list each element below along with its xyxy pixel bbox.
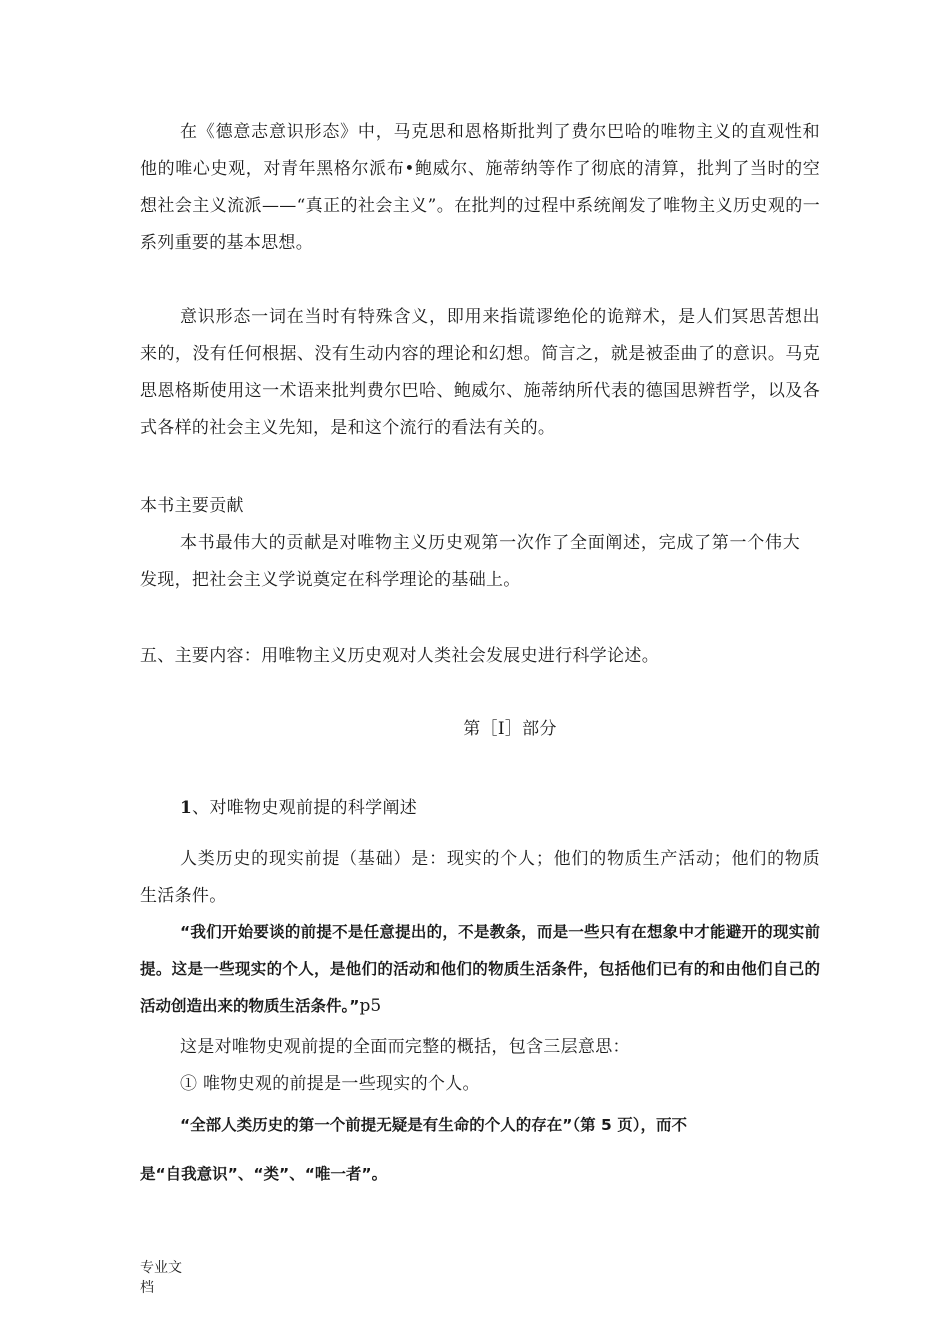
quote-first-premise-line1: “全部人类历史的第一个前提无疑是有生命的个人的存在”（第 5 页），而不: [180, 1116, 687, 1134]
contribution-text: 本书最伟大的贡献是对唯物主义历史观第一次作了全面阐述，完成了第一个伟大发现，把社会主义学说奠定在科学理论的基础上。: [140, 533, 800, 590]
quote-premise: [140, 914, 820, 1025]
paragraph-ideology-meaning: 意识形态一词在当时有特殊含义，即用来指谎谬绝伦的诡辩术，是人们冥思苦想出来的，没有任何根据、没有生动内容的理论和幻想。简言之，就是被歪曲了的意识。马克思恩格斯使用这一术语来批判费尔巴哈、鲍威尔、施蒂纳所代表的德国思辨哲学，以及各式各样的社会主义先知，是和这个流行的看法有关的。: [140, 307, 820, 438]
contribution-heading: 本书主要贡献: [140, 496, 244, 516]
premise-paragraph: 人类历史的现实前提（基础）是：现实的个人；他们的物质生产活动；他们的物质生活条件。: [140, 849, 820, 906]
subsection-number: 1: [180, 798, 193, 818]
footer-line-2: 档: [140, 1280, 154, 1296]
quote-premise-text: “我们开始要谈的前提不是任意提出的，不是教条，而是一些只有在想象中才能避开的现实前提。这是一些现实的个人，是他们的活动和他们的物质生活条件，包括他们已有的和由他们自己的活动创造出来的物质生活条件。”: [140, 923, 820, 1015]
footer-line-1: 专业文: [140, 1260, 182, 1276]
quote-first-premise-line2: 是“自我意识”、“类”、“唯一者”。: [140, 1165, 388, 1183]
subsection-title: 、对唯物史观前提的科学阐述: [192, 798, 418, 818]
footer-label: [140, 1258, 210, 1298]
part-title: 第［I］部分: [463, 719, 557, 739]
subsection-1-heading: [140, 790, 820, 827]
section-five-heading: 五、主要内容：用唯物主义历史观对人类社会发展史进行科学论述。: [140, 646, 659, 666]
paragraph-german-ideology-intro: 在《德意志意识形态》中，马克思和恩格斯批判了费尔巴哈的唯物主义的直观性和他的唯心史观，对青年黑格尔派布•鲍威尔、施蒂纳等作了彻底的清算，批判了当时的空想社会主义流派——“真正的社会主义”。在批判的过程中系统阐发了唯物主义历史观的一系列重要的基本思想。: [140, 122, 820, 253]
point-one: ① 唯物史观的前提是一些现实的个人。: [180, 1074, 480, 1094]
summary-paragraph: 这是对唯物史观前提的全面而完整的概括，包含三层意思：: [180, 1037, 630, 1057]
quote-page-ref: p5: [359, 996, 382, 1016]
